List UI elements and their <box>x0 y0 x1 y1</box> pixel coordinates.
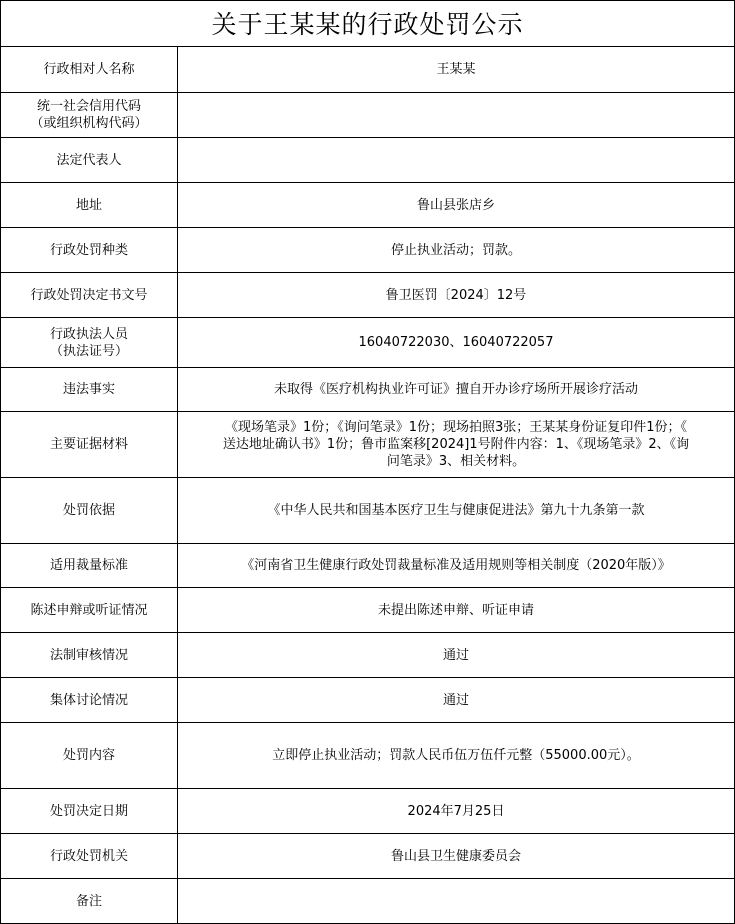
row-value-credit-code <box>178 93 735 138</box>
row-value-collective-discussion: 通过 <box>178 678 735 723</box>
table-row <box>1 228 735 273</box>
row-value-party-name: 王某某 <box>178 47 735 93</box>
row-value-penalty-type: 停止执业活动；罚款。 <box>178 228 735 273</box>
table-row <box>1 678 735 723</box>
row-label-penalty-type: 行政处罚种类 <box>1 228 178 273</box>
row-label-penalty-content: 处罚内容 <box>1 723 178 789</box>
row-label-legal-representative: 法定代表人 <box>1 138 178 183</box>
table-row <box>1 412 735 478</box>
table-row <box>1 93 735 138</box>
row-value-discretion-standard: 《河南省卫生健康行政处罚裁量标准及适用规则等相关制度（2020年版）》 <box>178 544 735 588</box>
row-value-enforcement-officers: 16040722030、16040722057 <box>178 318 735 368</box>
row-label-discretion-standard: 适用裁量标准 <box>1 544 178 588</box>
table-row <box>1 47 735 93</box>
table-row <box>1 273 735 318</box>
row-label-party-name: 行政相对人名称 <box>1 47 178 93</box>
row-label-decision-number: 行政处罚决定书文号 <box>1 273 178 318</box>
row-value-penalty-authority: 鲁山县卫生健康委员会 <box>178 834 735 879</box>
row-label-address: 地址 <box>1 183 178 228</box>
row-value-main-evidence: 《现场笔录》1份；《询问笔录》1份；现场拍照3张；王某某身份证复印件1份；《 送达地址确认书》1份；鲁市监案移[2024]1号附件内容：1、《现场笔录》2、《询 问笔录》3、相关材料。 <box>178 412 735 478</box>
row-label-decision-date: 处罚决定日期 <box>1 789 178 834</box>
row-label-credit-code: 统一社会信用代码 （或组织机构代码） <box>1 93 178 138</box>
row-value-legal-representative <box>178 138 735 183</box>
table-row <box>1 834 735 879</box>
row-value-address: 鲁山县张店乡 <box>178 183 735 228</box>
table-row <box>1 318 735 368</box>
row-value-decision-number: 鲁卫医罚〔2024〕12号 <box>178 273 735 318</box>
row-label-defense-hearing: 陈述申辩或听证情况 <box>1 588 178 633</box>
row-value-decision-date: 2024年7月25日 <box>178 789 735 834</box>
row-label-collective-discussion: 集体讨论情况 <box>1 678 178 723</box>
table-row <box>1 879 735 924</box>
row-label-penalty-authority: 行政处罚机关 <box>1 834 178 879</box>
table-row <box>1 544 735 588</box>
row-value-remarks <box>178 879 735 924</box>
penalty-info-table <box>0 46 735 924</box>
table-row <box>1 633 735 678</box>
table-row <box>1 183 735 228</box>
row-label-violation-facts: 违法事实 <box>1 368 178 412</box>
table-row <box>1 588 735 633</box>
table-row <box>1 723 735 789</box>
row-value-violation-facts: 未取得《医疗机构执业许可证》擅自开办诊疗场所开展诊疗活动 <box>178 368 735 412</box>
row-label-main-evidence: 主要证据材料 <box>1 412 178 478</box>
row-label-penalty-basis: 处罚依据 <box>1 478 178 544</box>
row-value-defense-hearing: 未提出陈述申辩、听证申请 <box>178 588 735 633</box>
table-row <box>1 478 735 544</box>
row-label-legal-review: 法制审核情况 <box>1 633 178 678</box>
table-row <box>1 368 735 412</box>
row-label-remarks: 备注 <box>1 879 178 924</box>
row-value-legal-review: 通过 <box>178 633 735 678</box>
page-title: 关于王某某的行政处罚公示 <box>0 0 735 46</box>
table-row <box>1 138 735 183</box>
row-value-penalty-basis: 《中华人民共和国基本医疗卫生与健康促进法》第九十九条第一款 <box>178 478 735 544</box>
row-label-enforcement-officers: 行政执法人员 （执法证号） <box>1 318 178 368</box>
row-value-penalty-content: 立即停止执业活动；罚款人民币伍万伍仟元整（55000.00元）。 <box>178 723 735 789</box>
table-row <box>1 789 735 834</box>
